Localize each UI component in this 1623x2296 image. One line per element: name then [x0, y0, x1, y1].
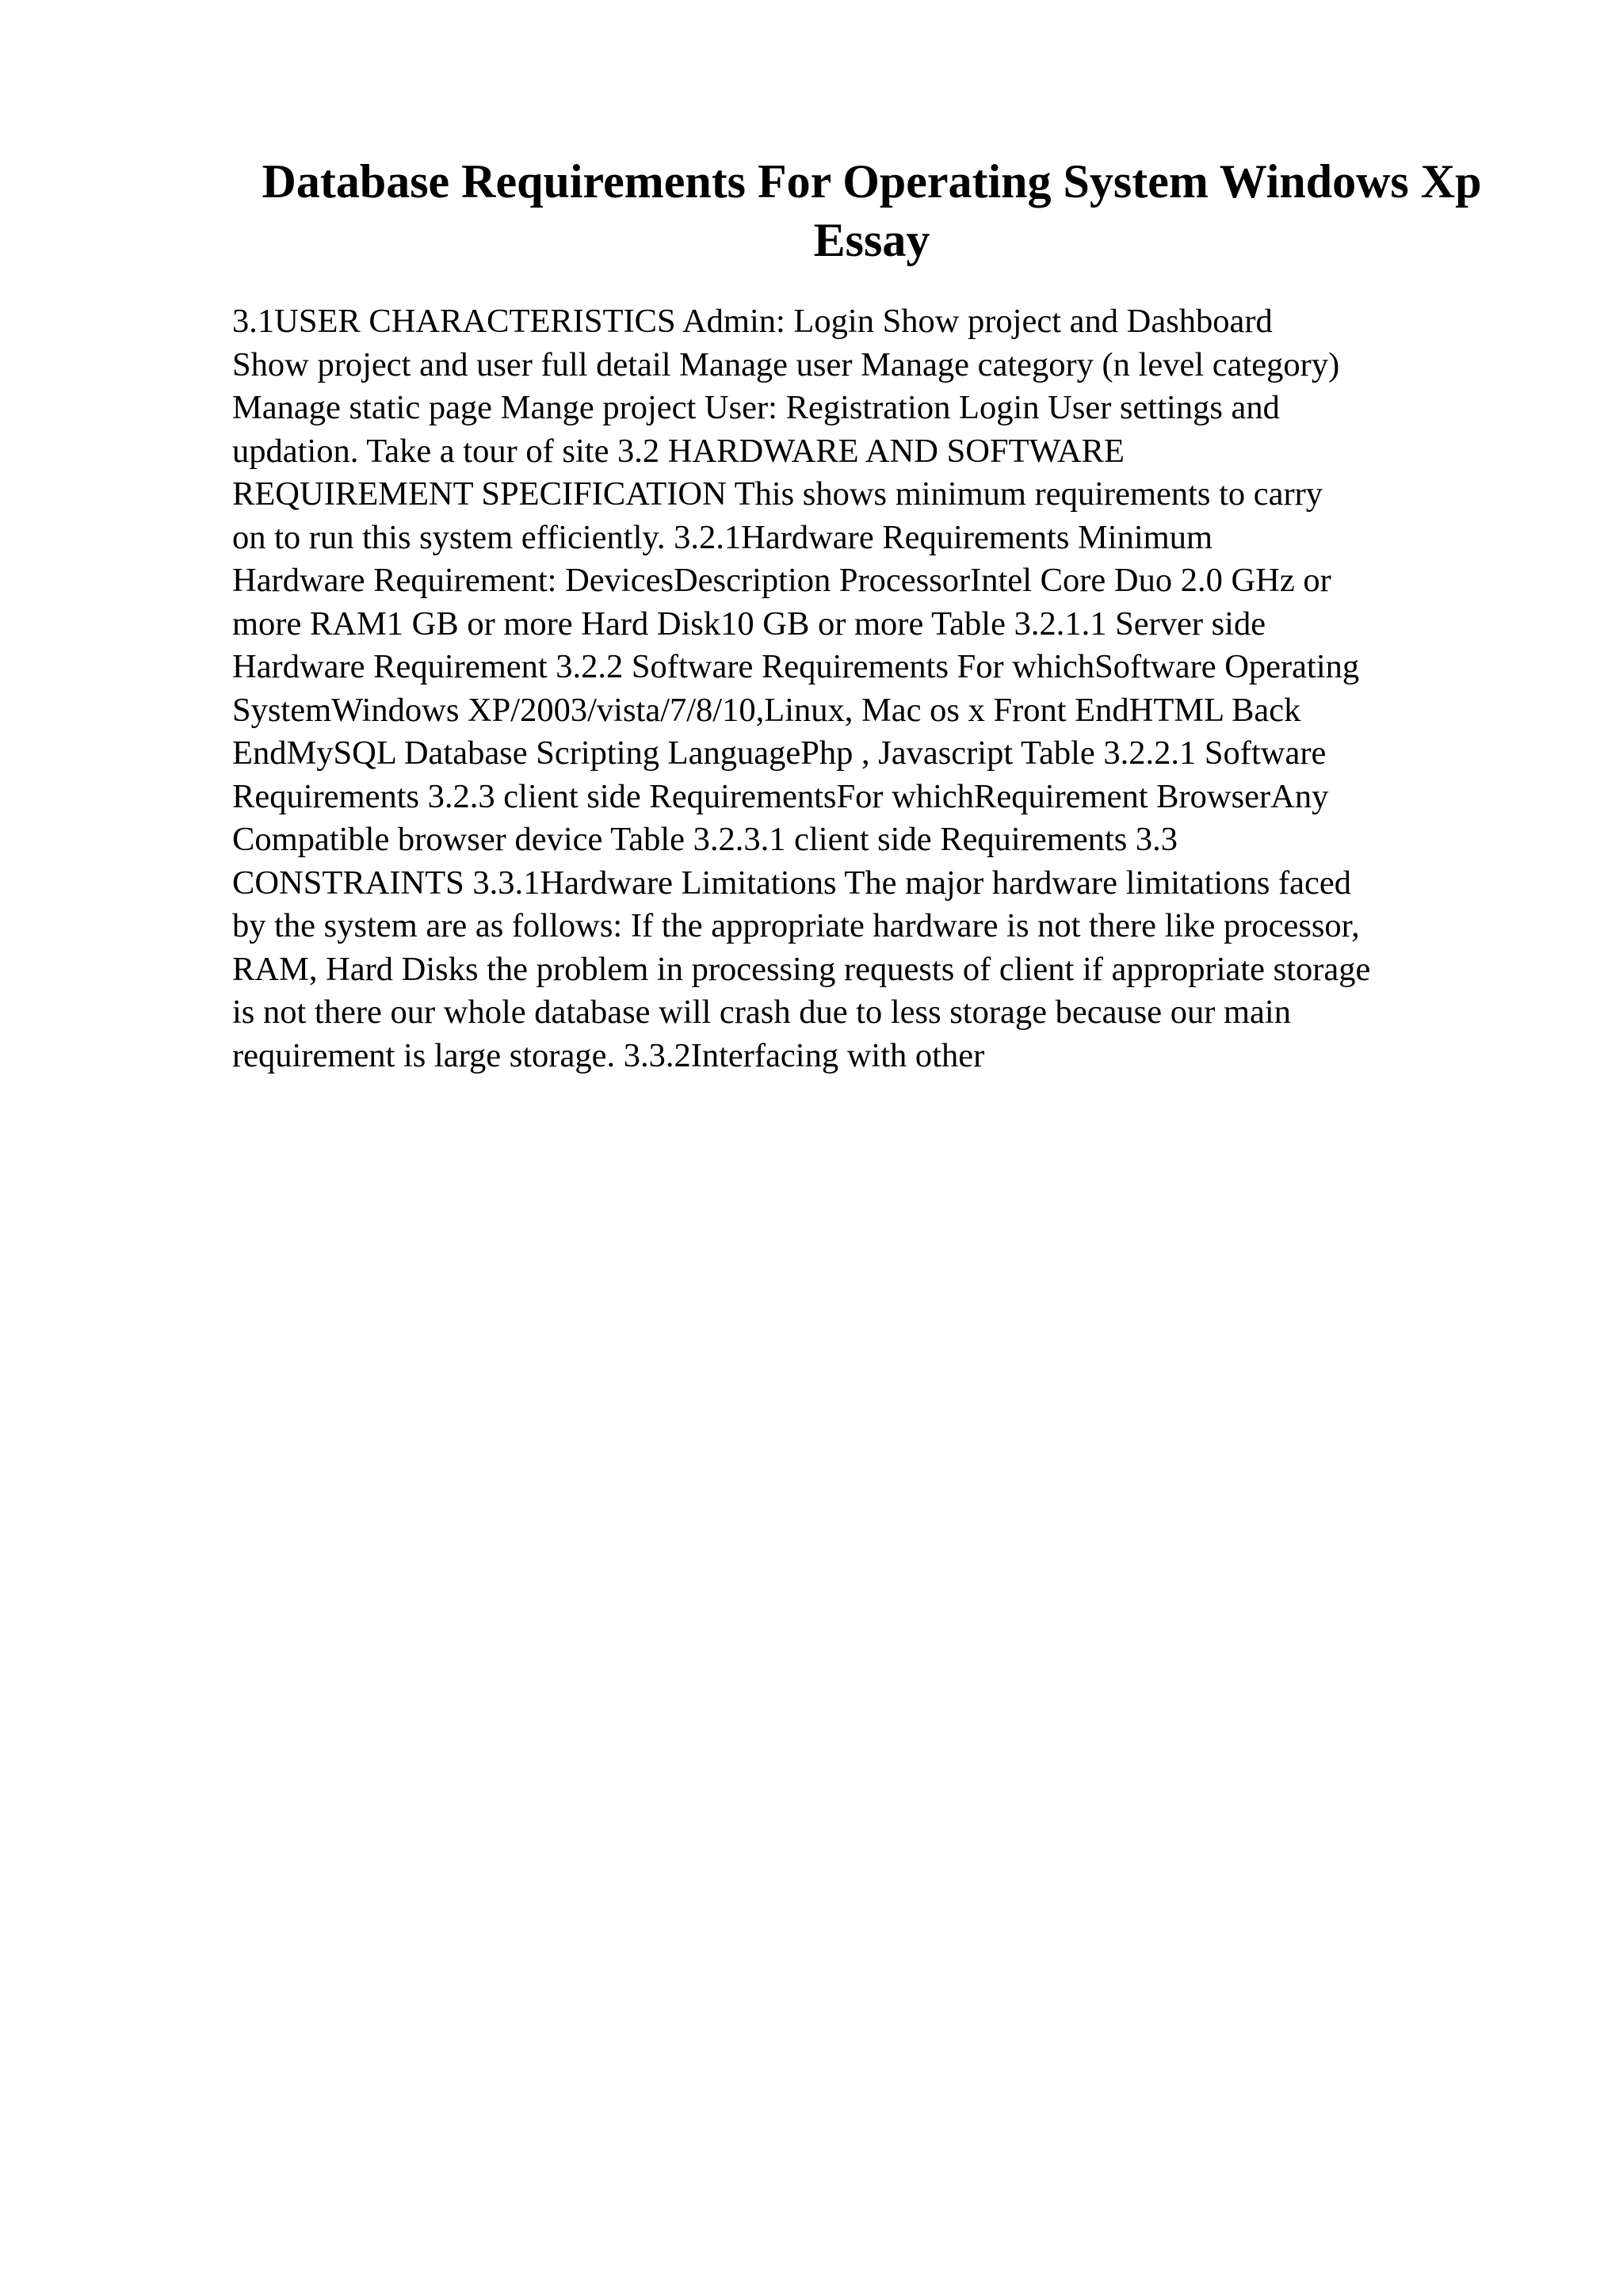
body-line: Hardware Requirement 3.2.2 Software Requirements For whichSoftware Operating — [232, 648, 1360, 685]
body-line: on to run this system efficiently. 3.2.1Hardware Requirements Minimum — [232, 518, 1213, 556]
body-line: Requirements 3.2.3 client side RequirementsFor whichRequirement BrowserAny — [232, 777, 1329, 815]
essay-body — [232, 300, 1510, 1077]
body-line: by the system are as follows: If the appropriate hardware is not there like processor, — [232, 907, 1360, 944]
title-line: Essay — [813, 214, 930, 266]
page-title — [230, 152, 1514, 269]
body-line: RAM, Hard Disks the problem in processing requests of client if appropriate storage — [232, 950, 1371, 988]
body-line: more RAM1 GB or more Hard Disk10 GB or more Table 3.2.1.1 Server side — [232, 605, 1266, 643]
body-line: Show project and user full detail Manage user Manage category (n level category) — [232, 345, 1340, 383]
body-line: is not there our whole database will crash due to less storage because our main — [232, 994, 1291, 1031]
body-line: updation. Take a tour of site 3.2 HARDWARE AND SOFTWARE — [232, 432, 1125, 470]
body-line: CONSTRAINTS 3.3.1Hardware Limitations The major hardware limitations faced — [232, 864, 1352, 902]
body-line: Compatible browser device Table 3.2.3.1 client side Requirements 3.3 — [232, 821, 1178, 858]
body-line: SystemWindows XP/2003/vista/7/8/10,Linux, Mac os x Front EndHTML Back — [232, 691, 1301, 729]
body-line: Hardware Requirement: DevicesDescription ProcessorIntel Core Duo 2.0 GHz or — [232, 562, 1331, 599]
body-line: requirement is large storage. 3.3.2Interfacing with other — [232, 1036, 985, 1074]
body-line: Manage static page Mange project User: Registration Login User settings and — [232, 389, 1280, 426]
body-line: EndMySQL Database Scripting LanguagePhp , Javascript Table 3.2.2.1 Software — [232, 734, 1327, 772]
title-line: Database Requirements For Operating System Windows Xp — [262, 155, 1482, 208]
body-line: REQUIREMENT SPECIFICATION This shows minimum requirements to carry — [232, 475, 1323, 513]
body-line: 3.1USER CHARACTERISTICS Admin: Login Show project and Dashboard — [232, 303, 1273, 340]
